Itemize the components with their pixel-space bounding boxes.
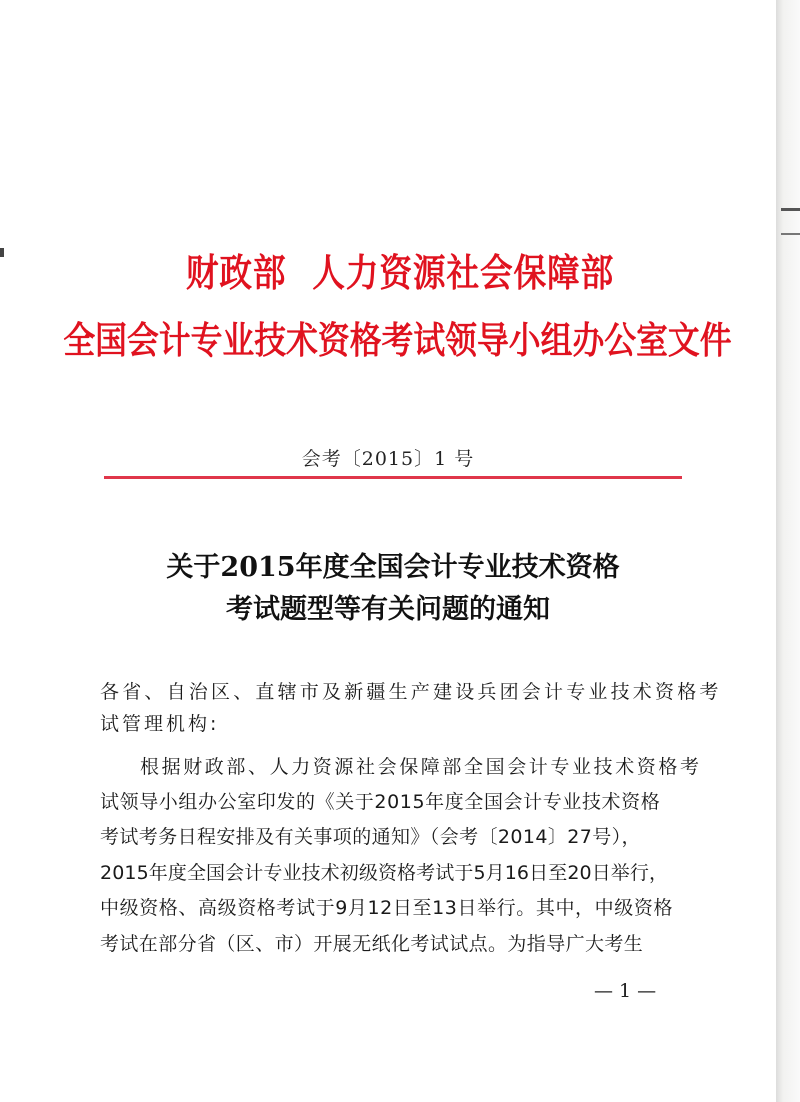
issuer-ministry-of-hr: 人力资源社会保障部 <box>312 250 615 295</box>
scan-edge-mark <box>781 208 800 211</box>
body-line: 2015年度全国会计专业技术初级资格考试于5月16日至20日举行， <box>100 862 669 884</box>
body-line: 试领导小组办公室印发的《关于2015年度全国会计专业技术资格 <box>100 791 661 813</box>
notice-title-line2: 考试题型等有关问题的通知 <box>226 594 550 625</box>
salutation-line2: 试管理机构: <box>100 713 220 735</box>
salutation-line1: 各省、自治区、直辖市及新疆生产建设兵团会计专业技术资格考 <box>100 681 722 703</box>
body-line: 考试在部分省（区、市）开展无纸化考试试点。为指导广大考生 <box>100 933 644 955</box>
red-divider <box>104 476 682 479</box>
notice-title-line1: 关于2015年度全国会计专业技术资格 <box>166 552 620 583</box>
issuer-header-line1 <box>66 242 733 297</box>
issuer-ministry-of-finance: 财政部 <box>185 250 287 295</box>
document-number: 会考〔2015〕1 号 <box>301 448 475 470</box>
scan-mark <box>0 248 4 257</box>
page-number: — 1 — <box>594 980 657 1002</box>
scan-edge <box>776 0 800 1102</box>
body-line: 考试考务日程安排及有关事项的通知》（会考〔2014〕27号）， <box>100 826 641 848</box>
body-line <box>100 752 702 779</box>
body-line: 中级资格、高级资格考试于9月12日至13日举行。其中，中级资格 <box>100 897 674 919</box>
scan-edge-mark <box>781 233 800 235</box>
issuer-header-line2: 全国会计专业技术资格考试领导小组办公室文件 <box>63 318 732 362</box>
body-line-text: 根据财政部、人力资源社会保障部全国会计专业技术资格考 <box>140 756 702 778</box>
